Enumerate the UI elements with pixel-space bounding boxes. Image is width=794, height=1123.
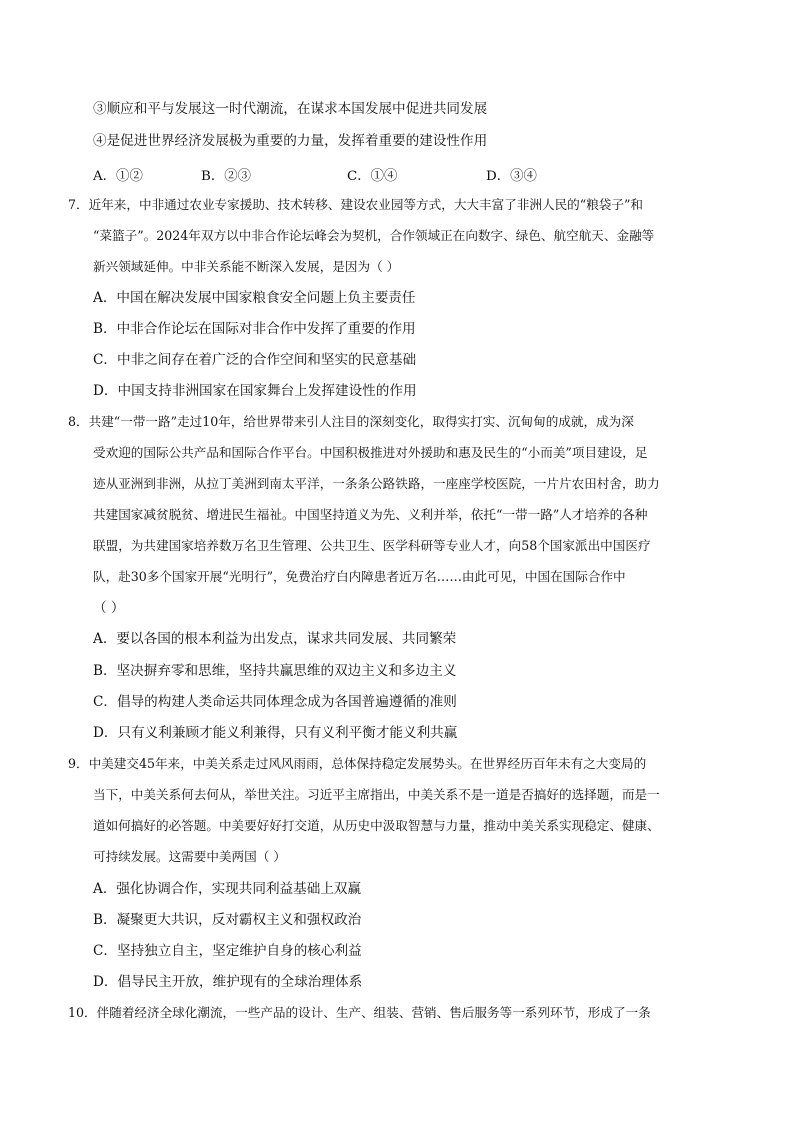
q8-stem-line-3: 迹从亚洲到非洲，从拉丁美洲到南太平洋，一条条公路铁路，一座座学校医院，一片片农田村舍，助力 [93, 476, 660, 491]
q7-stem-line-1: 7．近年来，中非通过农业专家援助、技术转移、建设农业园等方式，大大丰富了非洲人民的“粮袋子”和 [68, 197, 644, 212]
q8-stem-line-6: 队，赴30多个国家开展“光明行”，免费治疗白内障患者近万名……由此可见，中国在国际合作中 [93, 569, 626, 584]
q8-stem-line-1: 8．共建“一带一路”走过10年，给世界带来引人注目的深刻变化，取得实打实、沉甸甸的成就，成为深 [68, 414, 634, 429]
q8-option-d[interactable]: D．只有义利兼顾才能义利兼得，只有义利平衡才能义利共赢 [93, 725, 458, 741]
q9-stem-line-2: 当下，中美关系何去何从，举世关注。习近平主席指出，中美关系不是一道是否搞好的选择题，而是一 [93, 787, 660, 802]
q9-stem-line-4: 可持续发展。这需要中美两国（ ） [93, 849, 286, 864]
q8-stem-line-4: 共建国家减贫脱贫、增进民生福祉。中国坚持道义为先、义利并举，依托“一带一路”人才培养的各种 [93, 507, 648, 522]
q6-item-3: ③顺应和平与发展这一时代潮流，在谋求本国发展中促进共同发展 [93, 101, 488, 117]
q9-option-a[interactable]: A．强化协调合作，实现共同利益基础上双赢 [93, 881, 362, 897]
q8-stem-line-5: 联盟，为共建国家培养数万名卫生管理、公共卫生、医学科研等专业人才，向58个国家派出中国医疗 [93, 538, 651, 553]
q9-option-d[interactable]: D．倡导民主开放，维护现有的全球治理体系 [93, 974, 363, 990]
q6-item-4: ④是促进世界经济发展极为重要的力量，发挥着重要的建设性作用 [93, 133, 488, 149]
q10-stem-line-1: 10．伴随着经济全球化潮流，一些产品的设计、生产、组装、营销、售后服务等一系列环节，形成了一条 [68, 1005, 651, 1020]
q8-option-b[interactable]: B．坚决摒弃零和思维，坚持共赢思维的双边主义和多边主义 [93, 663, 457, 679]
q9-stem-line-1: 9．中美建交45年来，中美关系走过风风雨雨，总体保持稳定发展势头。在世界经历百年未有之大变局的 [68, 756, 647, 771]
q7-option-d[interactable]: D．中国支持非洲国家在国家舞台上发挥建设性的作用 [93, 383, 417, 399]
q9-option-c[interactable]: C．坚持独立自主，坚定维护自身的核心利益 [93, 943, 362, 959]
q7-option-c[interactable]: C．中非之间存在着广泛的合作空间和坚实的民意基础 [93, 352, 417, 368]
q7-option-b[interactable]: B．中非合作论坛在国际对非合作中发挥了重要的作用 [93, 321, 416, 337]
q9-option-b[interactable]: B．凝聚更大共识，反对霸权主义和强权政治 [93, 912, 362, 928]
q8-option-c[interactable]: C．倡导的构建人类命运共同体理念成为各国普遍遵循的准则 [93, 694, 457, 710]
q8-answer-blank: （ ） [93, 600, 125, 616]
q7-stem-line-3: 新兴领域延伸。中非关系能不断深入发展，是因为（ ） [93, 259, 400, 274]
q6-option-a[interactable]: A．①② [93, 169, 143, 184]
q7-option-a[interactable]: A．中国在解决发展中国家粮食安全问题上负主要责任 [93, 290, 416, 306]
q9-stem-line-3: 道如何搞好的必答题。中美要好好打交道，从历史中汲取智慧与力量，推动中美关系实现稳定、健康、 [93, 818, 660, 833]
q8-stem-line-2: 受欢迎的国际公共产品和国际合作平台。中国积极推进对外援助和惠及民生的“小而美”项目建设，足 [93, 445, 648, 460]
q6-option-d[interactable]: D．③④ [486, 169, 537, 184]
q6-options [93, 165, 537, 185]
q6-option-b[interactable]: B．②③ [201, 169, 252, 184]
q6-option-c[interactable]: C．①④ [347, 169, 398, 184]
q7-stem-line-2: “菜篮子”。2024年双方以中非合作论坛峰会为契机，合作领域正在向数字、绿色、航空航天、金融等 [93, 228, 655, 243]
q8-option-a[interactable]: A．要以各国的根本利益为出发点，谋求共同发展、共同繁荣 [93, 631, 457, 647]
